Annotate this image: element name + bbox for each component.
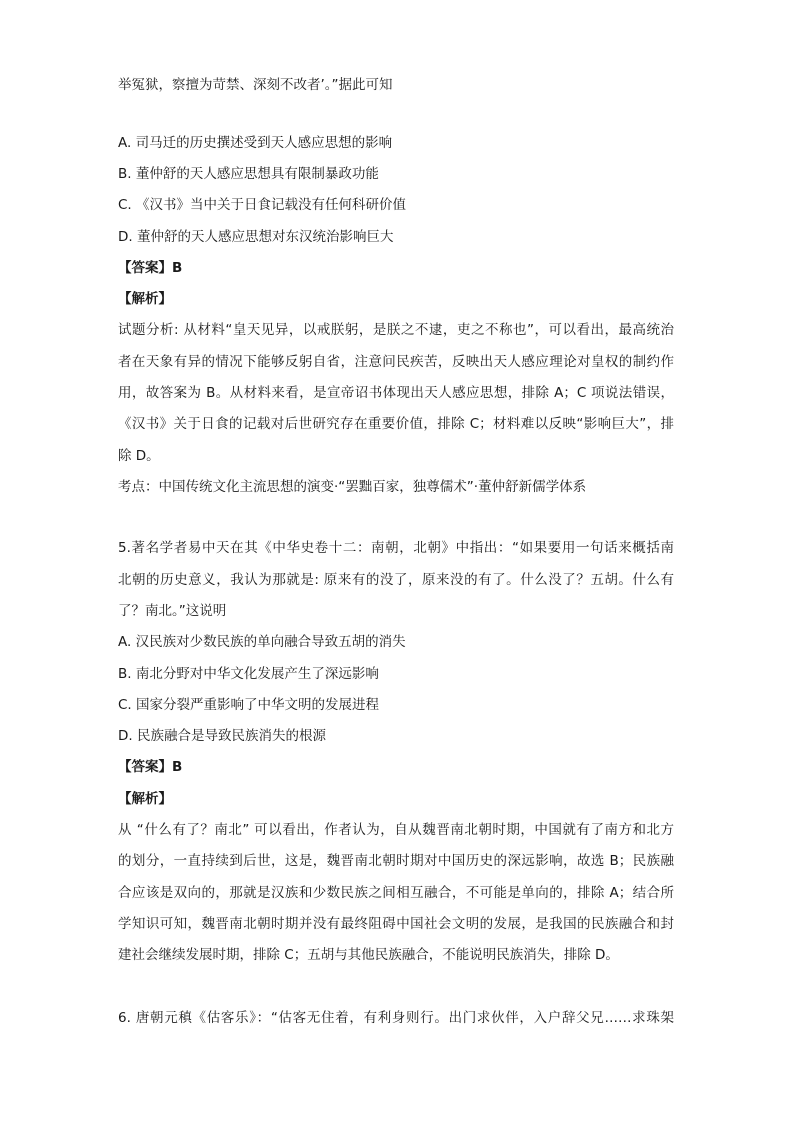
q4-analysis-line-1: 试题分析: 从材料“皇天见异，以戒朕躬，是朕之不逮，吏之不称也”，可以看出，最高统治 (118, 322, 674, 338)
q6-stem-line-1: 6. 唐朝元稹《估客乐》：“估客无住着，有利身则行。出门求伙伴，入户辞父兄……求珠架 (118, 1010, 674, 1026)
q4-analysis-line-4: 《汉书》关于日食的记载对后世研究存在重要价值，排除 C；材料难以反映“影响巨大”，排 (118, 416, 674, 432)
q5-answer: 【答案】B (118, 759, 183, 775)
q4-option-c: C. 《汉书》当中关于日食记载没有任何科研价值 (118, 197, 407, 213)
q4-analysis-line-5: 除 D。 (118, 448, 160, 464)
q4-answer: 【答案】B (118, 260, 183, 276)
q5-analysis-line-3: 合应该是双向的，那就是汉族和少数民族之间相互融合，不可能是单向的，排除 A；结合所 (118, 885, 674, 901)
q4-kaodian: 考点：中国传统文化主流思想的演变·“罢黜百家，独尊儒术”·董仲舒新儒学体系 (118, 479, 587, 495)
q5-analysis-line-5: 建社会继续发展时期，排除 C；五胡与其他民族融合，不能说明民族消失，排除 D。 (118, 947, 619, 963)
q4-analysis-line-3: 用，故答案为 B。从材料来看，是宣帝诏书体现出天人感应思想，排除 A；C 项说法错误， (118, 385, 674, 401)
q5-option-c: C. 国家分裂严重影响了中华文明的发展进程 (118, 697, 380, 713)
q5-analysis-label: 【解析】 (118, 791, 172, 807)
q5-option-a: A. 汉民族对少数民族的单向融合导致五胡的消失 (118, 634, 406, 650)
q5-option-b: B. 南北分野对中华文化发展产生了深远影响 (118, 666, 379, 682)
q4-option-d: D. 董仲舒的天人感应思想对东汉统治影响巨大 (118, 229, 394, 245)
q4-analysis-label: 【解析】 (118, 291, 172, 307)
q4-stem-tail: 举冤狱，察擅为苛禁、深刻不改者’。”据此可知 (118, 77, 393, 93)
q5-option-d: D. 民族融合是导致民族消失的根源 (118, 728, 326, 744)
q4-option-a: A. 司马迁的历史撰述受到天人感应思想的影响 (118, 135, 393, 151)
q5-stem-line-2: 北朝的历史意义，我认为那就是: 原来有的没了，原来没的有了。什么没了？五胡。什么有 (118, 572, 674, 588)
q5-analysis-line-4: 学知识可知，魏晋南北朝时期并没有最终阻碍中国社会文明的发展，是我国的民族融合和封 (118, 916, 674, 932)
q5-analysis-line-2: 的划分，一直持续到后世，这是，魏晋南北朝时期对中国历史的深远影响，故选 B；民族融 (118, 853, 674, 869)
q4-option-b: B. 董仲舒的天人感应思想具有限制暴政功能 (118, 166, 379, 182)
q5-stem-line-3: 了？南北。”这说明 (118, 603, 227, 619)
q5-analysis-line-1: 从 “什么有了？南北” 可以看出，作者认为，自从魏晋南北朝时期，中国就有了南方和北方 (118, 822, 674, 838)
q4-analysis-line-2: 者在天象有异的情况下能够反躬自省，注意问民疾苦，反映出天人感应理论对皇权的制约作 (118, 354, 674, 370)
q5-stem-line-1: 5.著名学者易中天在其《中华史卷十二：南朝，北朝》中指出：“如果要用一句话来概括南 (118, 540, 674, 556)
